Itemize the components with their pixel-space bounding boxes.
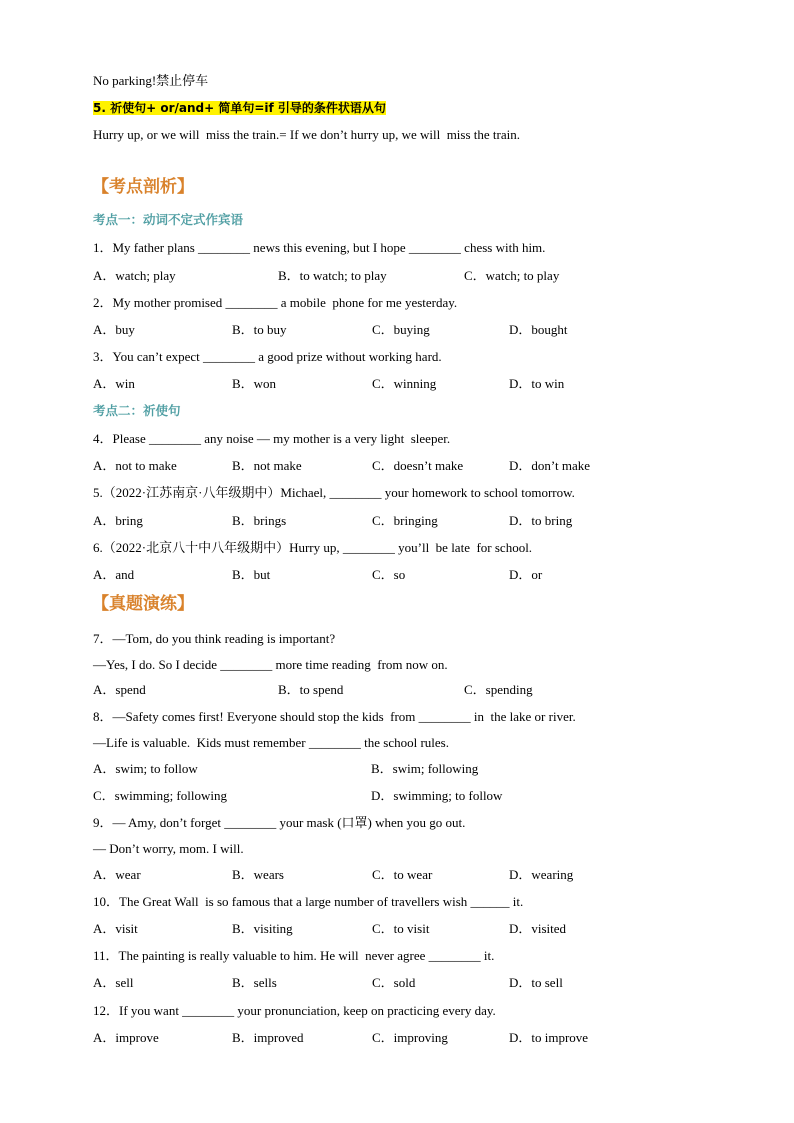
- options-row: [93, 975, 713, 991]
- option-d: D．or: [509, 567, 543, 582]
- option-b: B．wears: [232, 867, 284, 882]
- option-b: B．brings: [232, 513, 287, 528]
- options-row: [93, 1030, 713, 1046]
- option-d: D．to bring: [509, 513, 573, 528]
- option-a: A．improve: [93, 1030, 159, 1045]
- option-d: D．to win: [509, 376, 565, 391]
- option-c: C．buying: [372, 322, 430, 337]
- intro-line: No parking!禁止停车: [93, 73, 209, 88]
- options-row: [93, 268, 713, 284]
- option-a: A．watch; play: [93, 268, 176, 283]
- option-b: B．won: [232, 376, 277, 391]
- option-c: C．sold: [372, 975, 416, 990]
- question-stem: 11．The painting is really valuable to him. He will never agree ________ it.: [93, 948, 495, 963]
- options-row: [93, 867, 713, 883]
- option-a: A．visit: [93, 921, 138, 936]
- option-d: D．to sell: [509, 975, 563, 990]
- subsection-title-2: 考点二：祈使句: [93, 403, 181, 418]
- question-stem: 2．My mother promised ________ a mobile phone for me yesterday.: [93, 295, 458, 310]
- question-stem: 4．Please ________ any noise — my mother is a very light sleeper.: [93, 431, 451, 446]
- option-c: C．spending: [464, 682, 533, 697]
- option-a: A．not to make: [93, 458, 177, 473]
- option-b: B．visiting: [232, 921, 293, 936]
- options-row: [93, 458, 713, 474]
- options-row: [93, 921, 713, 937]
- option-d: D．bought: [509, 322, 568, 337]
- option-b: B．sells: [232, 975, 277, 990]
- grammar-heading: [93, 100, 386, 116]
- option-d: D．swimming; to follow: [371, 788, 503, 803]
- option-c: C．improving: [372, 1030, 448, 1045]
- option-b: B．improved: [232, 1030, 304, 1045]
- option-a: A．win: [93, 376, 135, 391]
- option-a: A．bring: [93, 513, 143, 528]
- option-c: C．bringing: [372, 513, 438, 528]
- options-row: [93, 513, 713, 529]
- options-row: [93, 322, 713, 338]
- subsection-title-1: 考点一：动词不定式作宾语: [93, 212, 244, 227]
- example-sentence: Hurry up, or we will miss the train.= If we don’t hurry up, we will miss the train.: [93, 127, 520, 142]
- question-stem: 5.（2022·江苏南京·八年级期中）Michael, ________ your homework to school tomorrow.: [93, 485, 575, 500]
- question-stem: 9．— Amy, don’t forget ________ your mask (口罩) when you go out.: [93, 815, 466, 830]
- option-b: B．not make: [232, 458, 302, 473]
- question-stem-reply: —Life is valuable. Kids must remember ________ the school rules.: [93, 735, 449, 750]
- section-title-analysis: 【考点剖析】: [92, 177, 194, 197]
- question-stem: 8．—Safety comes first! Everyone should stop the kids from ________ in the lake or river.: [93, 709, 576, 724]
- question-stem: 12．If you want ________ your pronunciation, keep on practicing every day.: [93, 1003, 496, 1018]
- question-stem: 6.（2022·北京八十中八年级期中）Hurry up, ________ you’ll be late for school.: [93, 540, 533, 555]
- option-c: C．doesn’t make: [372, 458, 464, 473]
- question-stem: 1．My father plans ________ news this evening, but I hope ________ chess with him.: [93, 240, 546, 255]
- question-stem: 3．You can’t expect ________ a good prize without working hard.: [93, 349, 442, 364]
- option-b: B．to spend: [278, 682, 344, 697]
- option-d: D．wearing: [509, 867, 574, 882]
- option-c: C．watch; to play: [464, 268, 560, 283]
- option-a: A．and: [93, 567, 135, 582]
- option-c: C．winning: [372, 376, 437, 391]
- option-c: C．so: [372, 567, 406, 582]
- section-title-practice: 【真题演练】: [92, 594, 194, 614]
- option-a: A．wear: [93, 867, 141, 882]
- option-b: B．swim; following: [371, 761, 479, 776]
- question-stem: 7．—Tom, do you think reading is important?: [93, 631, 336, 646]
- option-a: A．spend: [93, 682, 146, 697]
- option-c: C．to wear: [372, 867, 433, 882]
- option-b: B．to buy: [232, 322, 287, 337]
- question-stem: 10．The Great Wall is so famous that a large number of travellers wish ______ it.: [93, 894, 524, 909]
- option-a: A．swim; to follow: [93, 761, 198, 776]
- highlighted-heading: 5. 祈使句+ or/and+ 简单句=if 引导的条件状语从句: [93, 101, 386, 115]
- options-row: [93, 376, 713, 392]
- option-c: C．to visit: [372, 921, 430, 936]
- options-row: [93, 567, 713, 583]
- option-b: B．but: [232, 567, 271, 582]
- options-row: [93, 761, 713, 777]
- options-row: [93, 788, 713, 804]
- question-stem-reply: —Yes, I do. So I decide ________ more time reading from now on.: [93, 657, 448, 672]
- option-b: B．to watch; to play: [278, 268, 387, 283]
- option-d: D．to improve: [509, 1030, 589, 1045]
- option-d: D．visited: [509, 921, 567, 936]
- option-c: C．swimming; following: [93, 788, 227, 803]
- option-a: A．sell: [93, 975, 134, 990]
- options-row: [93, 682, 713, 698]
- option-d: D．don’t make: [509, 458, 590, 473]
- option-a: A．buy: [93, 322, 135, 337]
- question-stem-reply: — Don’t worry, mom. I will.: [93, 841, 244, 856]
